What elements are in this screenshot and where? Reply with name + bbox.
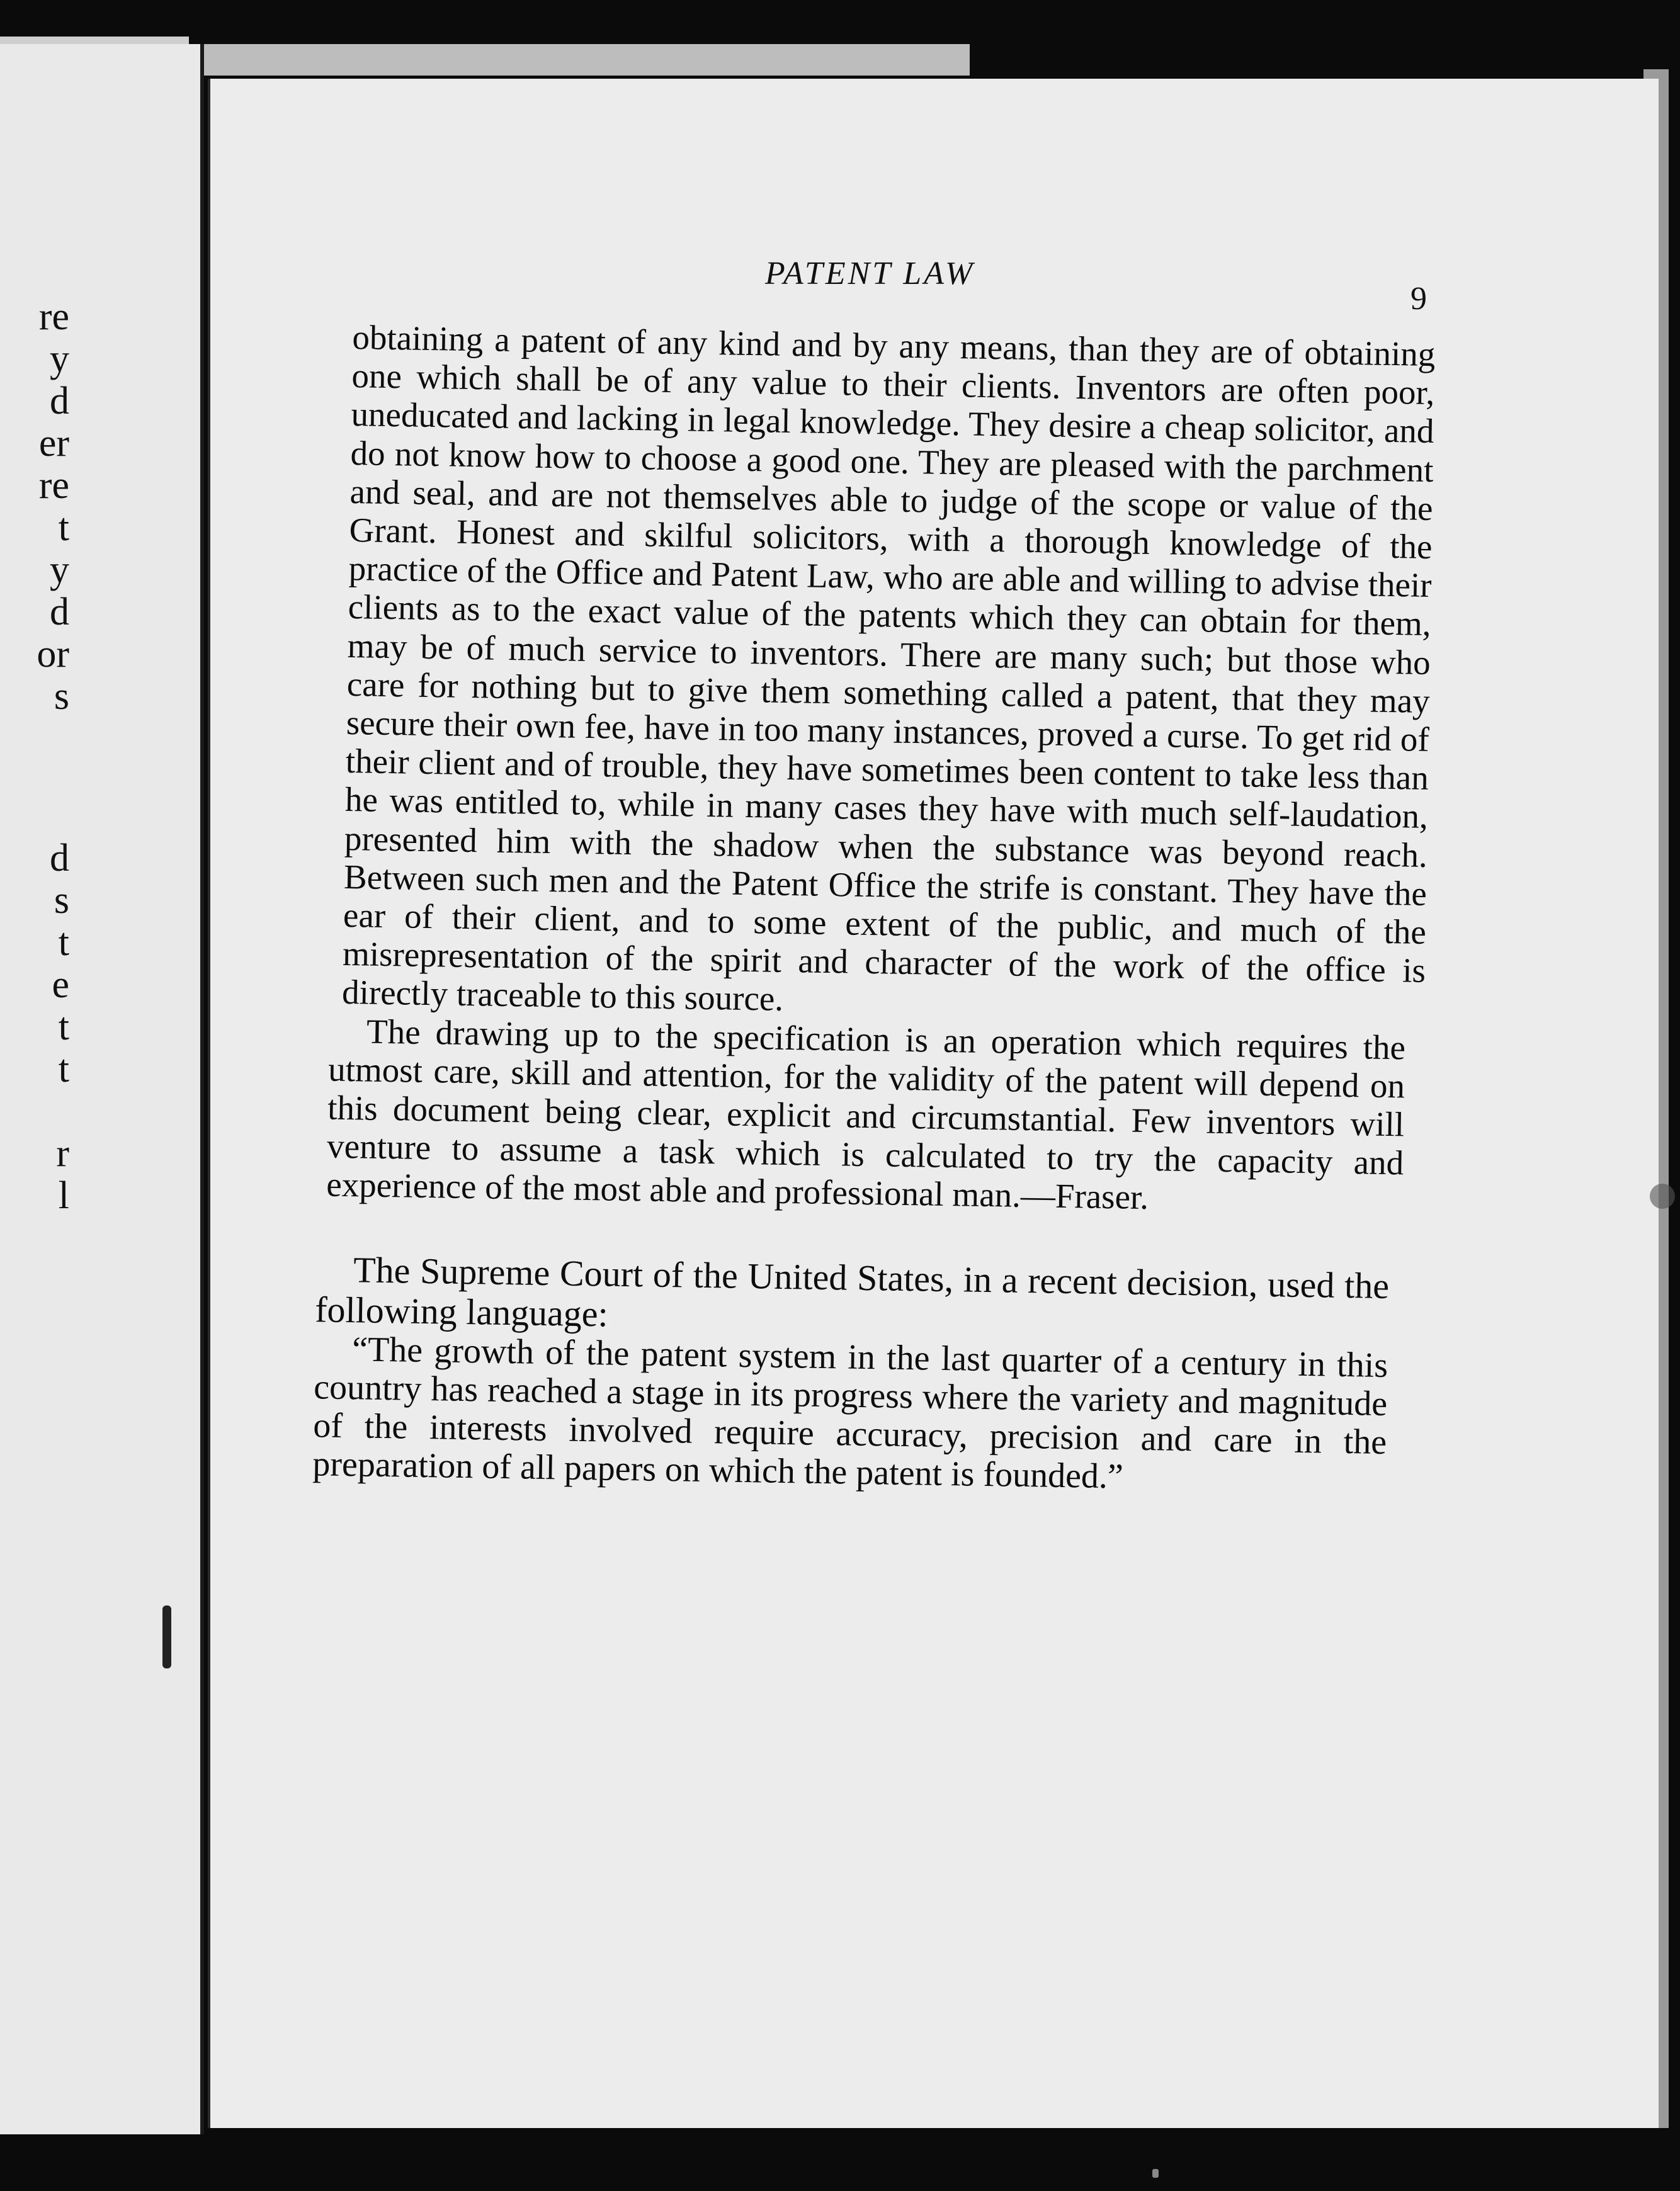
- left-fragment: [0, 1090, 69, 1133]
- left-fragment: re: [38, 295, 69, 338]
- left-fragment: e: [52, 963, 69, 1006]
- paragraph-specification: The drawing up to the specification is an operation which requires the utmost care, skill and attention, for the validity of the patent will depend on this document being clear, explicit and circumstantial. Few inventors will venture to assume a task which is calculated to try the capacity and experience of the most able and professional man.—Fraser.: [326, 1012, 1406, 1217]
- left-fragment: t: [58, 1005, 69, 1048]
- page-number: 9: [1410, 281, 1427, 317]
- scan-speck: [1152, 2169, 1159, 2178]
- paragraph-continuation: obtaining a patent of any kind and by any means, than they are of obtaining one which shall be of any value to their clients. Inventors are often poor, uneducated and lacking in legal knowledge. They desire a cheap solicitor, and do not know how to choose a good one. They are pleased with the parchment and seal, and are not themselves able to judge of the scope or value of the Grant. Honest and skilful solicitors, with a thorough knowledge of the practice of the Office and Patent Law, who are able and willing to advise their clients as to the exact value of the patents which they can obtain for them, may be of much service to inventors. There are many such; but those who care for nothing but to give them something called a patent, that they may secure their own fee, have in too many instances, proved a curse. To get rid of their client and of trouble, they have sometimes been content to take less than he was entitled to, while in many cases they have with much self-laudation, presented him with the shadow when the substance was beyond reach. Between such men and the Patent Office the strife is constant. They have the ear of their client, and to some extent of the public, and much of the misrepresentation of the spirit and character of the work of the office is directly traceable to this source.: [341, 318, 1436, 1019]
- left-fragment: er: [38, 422, 69, 465]
- left-fragment: d: [50, 380, 69, 422]
- left-fragment: s: [54, 879, 69, 922]
- paragraph-quotation: “The growth of the patent system in the last quarter of a century in this country has reached a stage in its progress where the variety and magnitude of the interests involved require accuracy, precision and care in the preparation of all papers on which the patent is founded.”: [312, 1329, 1388, 1497]
- scan-smudge: [1650, 1184, 1675, 1209]
- left-page-text-fragments: [0, 296, 69, 1217]
- running-head: PATENT LAW: [765, 256, 975, 292]
- gutter-mark: [162, 1605, 171, 1668]
- page-top-edge: [189, 44, 970, 76]
- body-text: [312, 318, 1436, 1500]
- left-fragment: r: [56, 1132, 69, 1175]
- left-fragment: d: [50, 837, 69, 880]
- left-fragment: t: [58, 921, 69, 964]
- left-fragment: t: [58, 1048, 69, 1090]
- paragraph-supreme-court: The Supreme Court of the United States, in a recent decision, used the following language:: [314, 1248, 1390, 1335]
- left-fragment: t: [58, 506, 69, 549]
- left-fragment: y: [50, 337, 69, 380]
- left-fragment: y: [50, 548, 69, 591]
- left-fragment: l: [58, 1174, 69, 1217]
- left-fragment: or: [37, 633, 69, 676]
- left-fragment: s: [54, 675, 69, 718]
- left-fragment: re: [38, 464, 69, 507]
- left-fragment: d: [50, 591, 69, 633]
